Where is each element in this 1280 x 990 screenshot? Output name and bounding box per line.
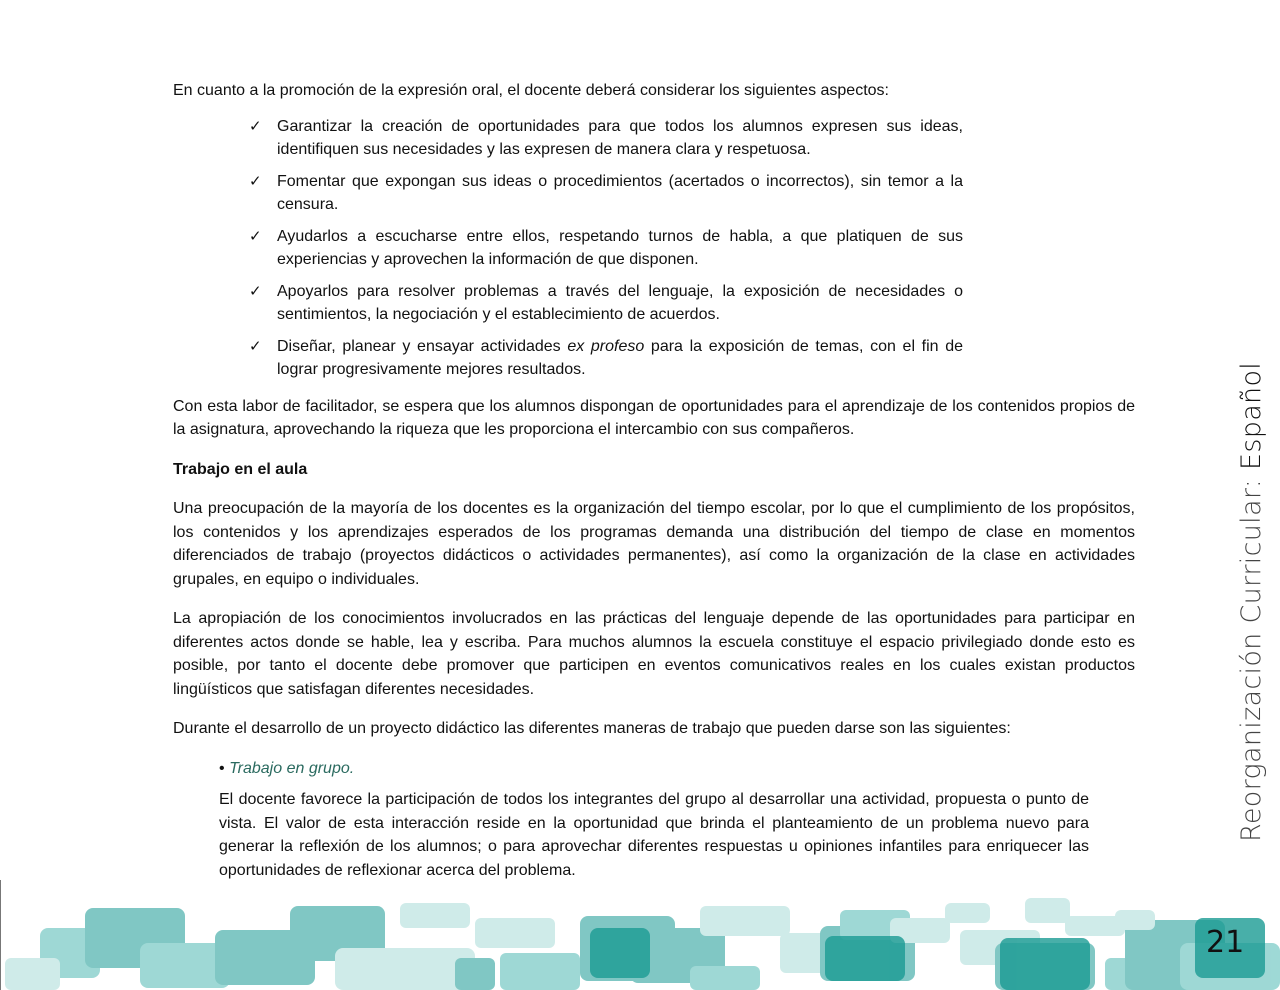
- side-running-title: [1236, 362, 1267, 842]
- side-title-subject: Español: [1236, 361, 1267, 470]
- checklist-item-italic: ex profeso: [567, 337, 645, 355]
- checklist-item-text-before: Diseñar, planear y ensayar actividades: [277, 337, 568, 355]
- checklist-item: [249, 170, 963, 217]
- group-work-block: [219, 757, 1089, 883]
- checklist-item: [249, 335, 964, 382]
- checkmark-icon: ✓: [249, 337, 262, 355]
- checklist-item-text: Fomentar que expongan sus ideas o procedimientos (acertados o incorrectos), sin temor a la censura.: [277, 172, 963, 213]
- page-body: [173, 79, 1135, 882]
- oral-expression-checklist: [249, 115, 964, 382]
- side-title-prefix: Reorganización Curricular:: [1236, 469, 1267, 842]
- bullet-dot: •: [219, 759, 225, 777]
- checklist-item-text: Ayudarlos a escucharse entre ellos, respetando turnos de habla, a que platiquen de sus experiencias y aprovechen la información de que disponen.: [277, 227, 963, 268]
- checklist-item-text: Apoyarlos para resolver problemas a través del lenguaje, la exposición de necesidades o sentimientos, la negociación y el establecimiento de acuerdos.: [277, 282, 963, 323]
- checklist-item-text-after: para la exposición de temas, con el fin de lograr progresivamente mejores resultados.: [277, 337, 964, 378]
- group-work-title-text: Trabajo en grupo.: [229, 759, 355, 777]
- page-number: 21: [1206, 925, 1245, 960]
- facilitator-paragraph: Con esta labor de facilitador, se espera que los alumnos dispongan de oportunidades para el aprendizaje de los contenidos propios de la asignatura, aprovechando la riqueza que les proporciona el intercambio con sus compañeros.: [173, 397, 1135, 438]
- time-organization-paragraph: Una preocupación de la mayoría de los docentes es la organización del tiempo escolar, por lo que el cumplimiento de los propósitos, los contenidos y los aprendizajes esperados de los programas demanda una distribución del tiempo de clase en momentos diferenciados de trabajo (proyectos didácticos o actividades permanentes), así como la organización de la clase en actividades grupales, en equipo o individuales.: [173, 500, 1135, 588]
- group-work-title: [219, 757, 1089, 781]
- checkmark-icon: ✓: [249, 227, 262, 245]
- checklist-item: [249, 225, 963, 272]
- knowledge-paragraph: La apropiación de los conocimientos involucrados en las prácticas del lenguaje depende de las oportunidades para participar en diferentes actos donde se hable, lea y escriba. Para muchos alumnos la escuela constituye el espacio privilegiado donde esto es posible, por tanto el docente debe promover que participen en eventos comunicativos reales en los cuales existan productos lingüísticos que satisfagan diferentes necesidades.: [173, 610, 1135, 698]
- checkmark-icon: ✓: [249, 282, 262, 300]
- checklist-item: [249, 115, 963, 162]
- group-work-paragraph: El docente favorece la participación de todos los integrantes del grupo al desarrollar una actividad, propuesta o punto de vista. El valor de esta interacción reside en la oportunidad que brinda el planteamiento de un problema nuevo para generar la reflexión de los alumnos; o para aprovechar diferentes respuestas u opiniones infantiles para enriquecer las oportunidades de reflexionar acerca del problema.: [219, 791, 1089, 879]
- work-modes-paragraph: Durante el desarrollo de un proyecto didáctico las diferentes maneras de trabajo que pueden darse son las siguientes:: [173, 720, 1011, 737]
- intro-paragraph: En cuanto a la promoción de la expresión oral, el docente deberá considerar los siguientes aspectos:: [173, 82, 889, 99]
- checkmark-icon: ✓: [249, 172, 262, 190]
- checkmark-icon: ✓: [249, 117, 262, 135]
- footer-decoration: [0, 888, 1280, 990]
- checklist-item: [249, 280, 963, 327]
- section-heading: Trabajo en el aula: [173, 460, 308, 478]
- checklist-item-text: Garantizar la creación de oportunidades para que todos los alumnos expresen sus ideas, identifiquen sus necesidades y las expresen de manera clara y respetuosa.: [277, 117, 963, 158]
